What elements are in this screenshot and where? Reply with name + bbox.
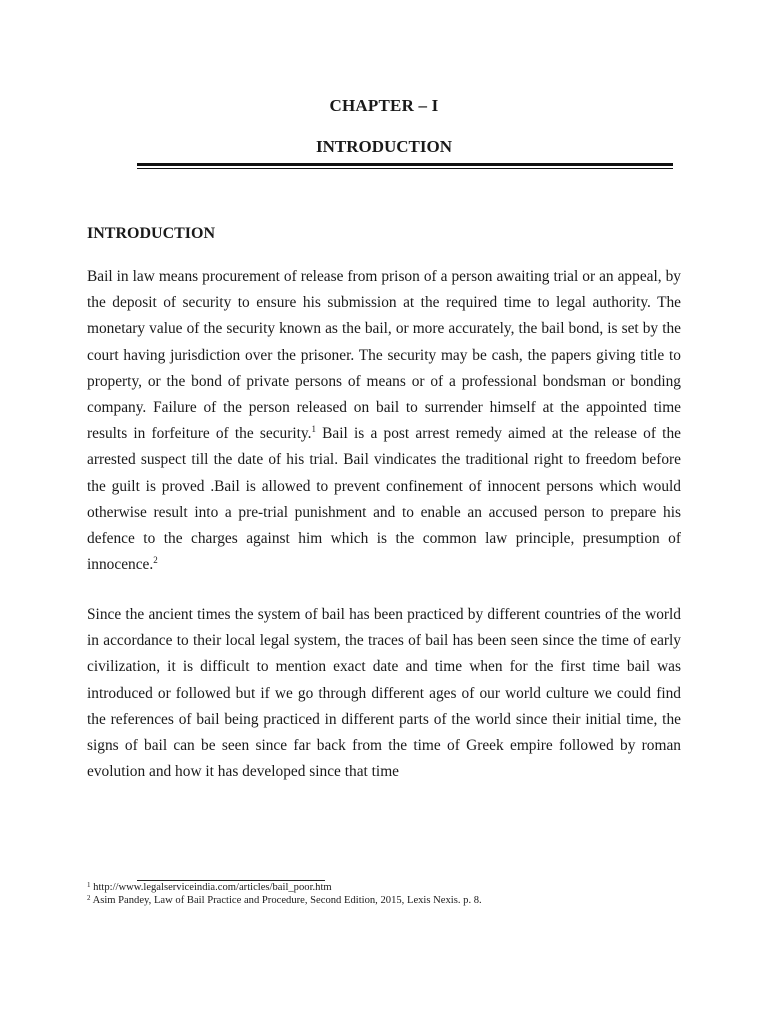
footnote-2: [87, 894, 687, 907]
footnote-marker-1: 1: [87, 881, 91, 889]
title-rule-thick: [137, 163, 673, 166]
paragraph-1-text-a: Bail in law means procurement of release from prison of a person awaiting trial or an appeal, by the deposit of security to ensure his submission at the required time to legal authority. The monetary value of the security known as the bail, or more accurately, the bail bond, is set by the court having jurisdiction over the prisoner. The security may be cash, the papers giving title to property, or the bond of private persons of means or of a professional bondsman or bonding company. Failure of the person released on bail to surrender himself at the appointed time results in forfeiture of the security.: [87, 268, 681, 443]
footnotes: [87, 881, 687, 907]
body-paragraph-1: [87, 264, 681, 578]
paragraph-1-text-b: Bail is a post arrest remedy aimed at the release of the arrested suspect till the date of his trial. Bail vindicates the traditional right to freedom before the guilt is proved .Bail is allowed to prevent confinement of innocent persons which would otherwise result into a pre-trial punishment and to enable an accused person to prepare his defence to the charges against him which is the common law principle, presumption of innocence.: [87, 425, 681, 574]
footnote-2-text: Asim Pandey, Law of Bail Practice and Procedure, Second Edition, 2015, Lexis Nexis. p. 8.: [90, 895, 482, 906]
footnote-ref-1: 1: [311, 424, 316, 435]
footnote-marker-2: 2: [87, 894, 91, 902]
body-paragraph-2: Since the ancient times the system of bail has been practiced by different countries of the world in accordance to their local legal system, the traces of bail has been seen since the time of early civilization, it is difficult to mention exact date and time when for the first time bail was introduced or followed but if we go through different ages of our world culture we could find the references of bail being practiced in different parts of the world since their initial time, the signs of bail can be seen since far back from the time of Greek empire followed by roman evolution and how it has developed since that time: [87, 606, 681, 781]
title-rule-thin: [137, 168, 673, 169]
footnote-1-text: http://www.legalserviceindia.com/articles/bail_poor.htm: [90, 882, 332, 893]
footnote-1: [87, 881, 687, 894]
footnote-ref-2: 2: [153, 555, 158, 566]
section-heading: INTRODUCTION: [87, 225, 216, 242]
chapter-label: CHAPTER – I: [329, 96, 439, 115]
chapter-title: INTRODUCTION: [315, 137, 453, 156]
